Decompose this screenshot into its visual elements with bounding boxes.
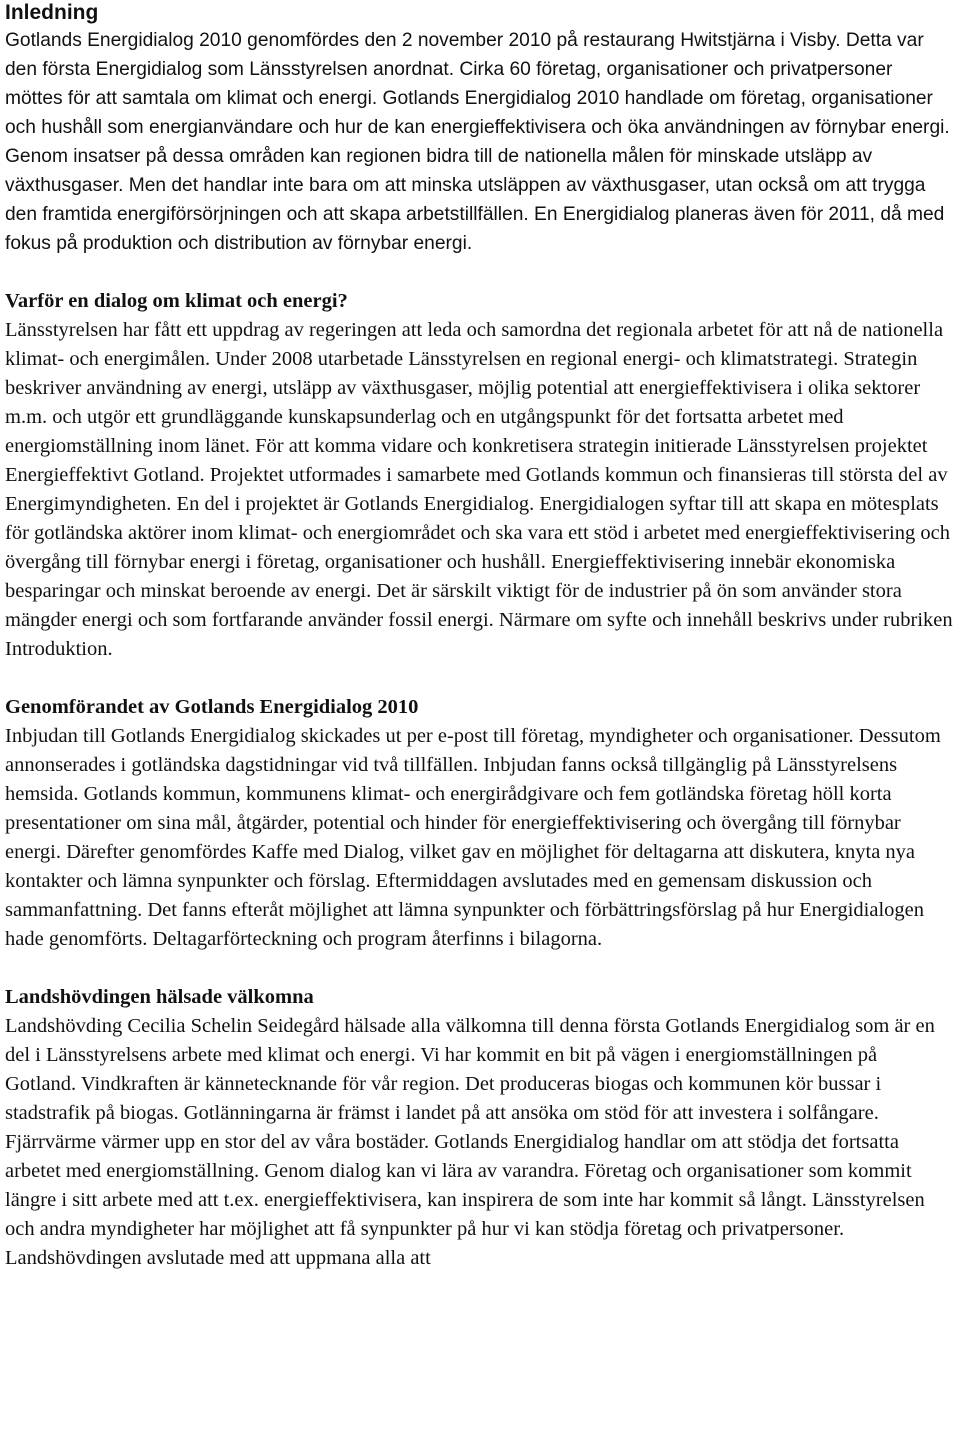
section-genomforandet (5, 693, 953, 954)
section-spacer (5, 258, 953, 287)
paragraph-inledning-sans-part: Gotlands Energidialog 2010 genomfördes den 2 november 2010 på restaurang Hwitstjärna i Visby. Detta var den första Energidialog som Länsstyrelsen anordnat. Cirka 60 företag, organisationer och privatpersoner möttes för att samtala om klimat och energi. (5, 30, 924, 109)
section-spacer (5, 664, 953, 693)
paragraph-inledning-second-part: Gotlands Energidialog 2010 handlade om företag, organisationer och hushåll som energianvändare och hur de kan energieffektivisera och öka användningen av förnybar energi. Genom insatser på dessa områden kan regionen bidra till de nationella målen för minskade utsläpp av växthusgaser. Men det handlar inte bara om att minska utsläppen av växthusgaser, utan också om att trygga den framtida energiförsörjningen och att skapa arbetstillfällen. En Energidialog planeras även för 2011, då med fokus på produktion och distribution av förnybar energi. (5, 88, 950, 254)
document-page (5, 0, 953, 1273)
section-landshovdingen (5, 983, 953, 1273)
heading-landshovdingen: Landshövdingen hälsade välkomna (5, 986, 314, 1008)
heading-inledning: Inledning (5, 1, 99, 24)
paragraph-varfor: Länsstyrelsen har fått ett uppdrag av regeringen att leda och samordna det regionala arbetet för att nå de nationella klimat- och energimålen. Under 2008 utarbetade Länsstyrelsen en regional energi- och klimatstrategi. Strategin beskriver användning av energi, utsläpp av växthusgaser, möjlig potential att energieffektivisera i olika sektorer m.m. och utgör ett grundläggande kunskapsunderlag och en utgångspunkt för det fortsatta arbetet med energiomställning inom länet. För att komma vidare och konkretisera strategin initierade Länsstyrelsen projektet Energieffektivt Gotland. Projektet utformades i samarbete med Gotlands kommun och finansieras till största del av Energimyndigheten. En del i projektet är Gotlands Energidialog. Energidialogen syftar till att skapa en mötesplats för gotländska aktörer inom klimat- och energiområdet och ska vara ett stöd i arbetet med energieffektivisering och övergång till förnybar energi i företag, organisationer och hushåll. Energieffektivisering innebär ekonomiska besparingar och minskat beroende av energi. Det är särskilt viktigt för de industrier på ön som använder stora mängder energi och som fortfarande använder fossil energi. Närmare om syfte och innehåll beskrivs under rubriken Introduktion. (5, 319, 953, 660)
paragraph-genomforandet: Inbjudan till Gotlands Energidialog skickades ut per e-post till företag, myndigheter och organisationer. Dessutom annonserades i gotländska dagstidningar vid två tillfällen. Inbjudan fanns också tillgänglig på Länsstyrelsens hemsida. Gotlands kommun, kommunens klimat- och energirådgivare och fem gotländska företag höll korta presentationer om sina mål, åtgärder, potential och hinder för energieffektivisering och övergång till förnybar energi. Därefter genomfördes Kaffe med Dialog, vilket gav en möjlighet för deltagarna att diskutera, knyta nya kontakter och lämna synpunkter och förslag. Eftermiddagen avslutades med en gemensam diskussion och sammanfattning. Det fanns efteråt möjlighet att lämna synpunkter och förbättringsförslag på hur Energidialogen hade genomförts. Deltagarförteckning och program återfinns i bilagorna. (5, 725, 941, 950)
heading-genomforandet: Genomförandet av Gotlands Energidialog 2010 (5, 696, 419, 718)
section-inledning (5, 0, 953, 258)
section-spacer (5, 954, 953, 983)
paragraph-inledning (5, 26, 953, 258)
paragraph-landshovdingen: Landshövding Cecilia Schelin Seidegård hälsade alla välkomna till denna första Gotlands Energidialog som är en del i Länsstyrelsens arbete med klimat och energi. Vi har kommit en bit på vägen i energiomställningen på Gotland. Vindkraften är kännetecknande för vår region. Det produceras biogas och kommunen kör bussar i stadstrafik på biogas. Gotlänningarna är främst i landet på att ansöka om stöd för att investera i solfångare. Fjärrvärme värmer upp en stor del av våra bostäder. Gotlands Energidialog handlar om att stödja det fortsatta arbetet med energiomställning. Genom dialog kan vi lära av varandra. Företag och organisationer som kommit längre i sitt arbete med att t.ex. energieffektivisera, kan inspirera de som inte har kommit så långt. Länsstyrelsen och andra myndigheter har möjlighet att få synpunkter på hur vi kan stödja företag och privatpersoner. Landshövdingen avslutade med att uppmana alla att (5, 1015, 935, 1269)
heading-varfor: Varför en dialog om klimat och energi? (5, 290, 348, 312)
section-varfor (5, 287, 953, 664)
